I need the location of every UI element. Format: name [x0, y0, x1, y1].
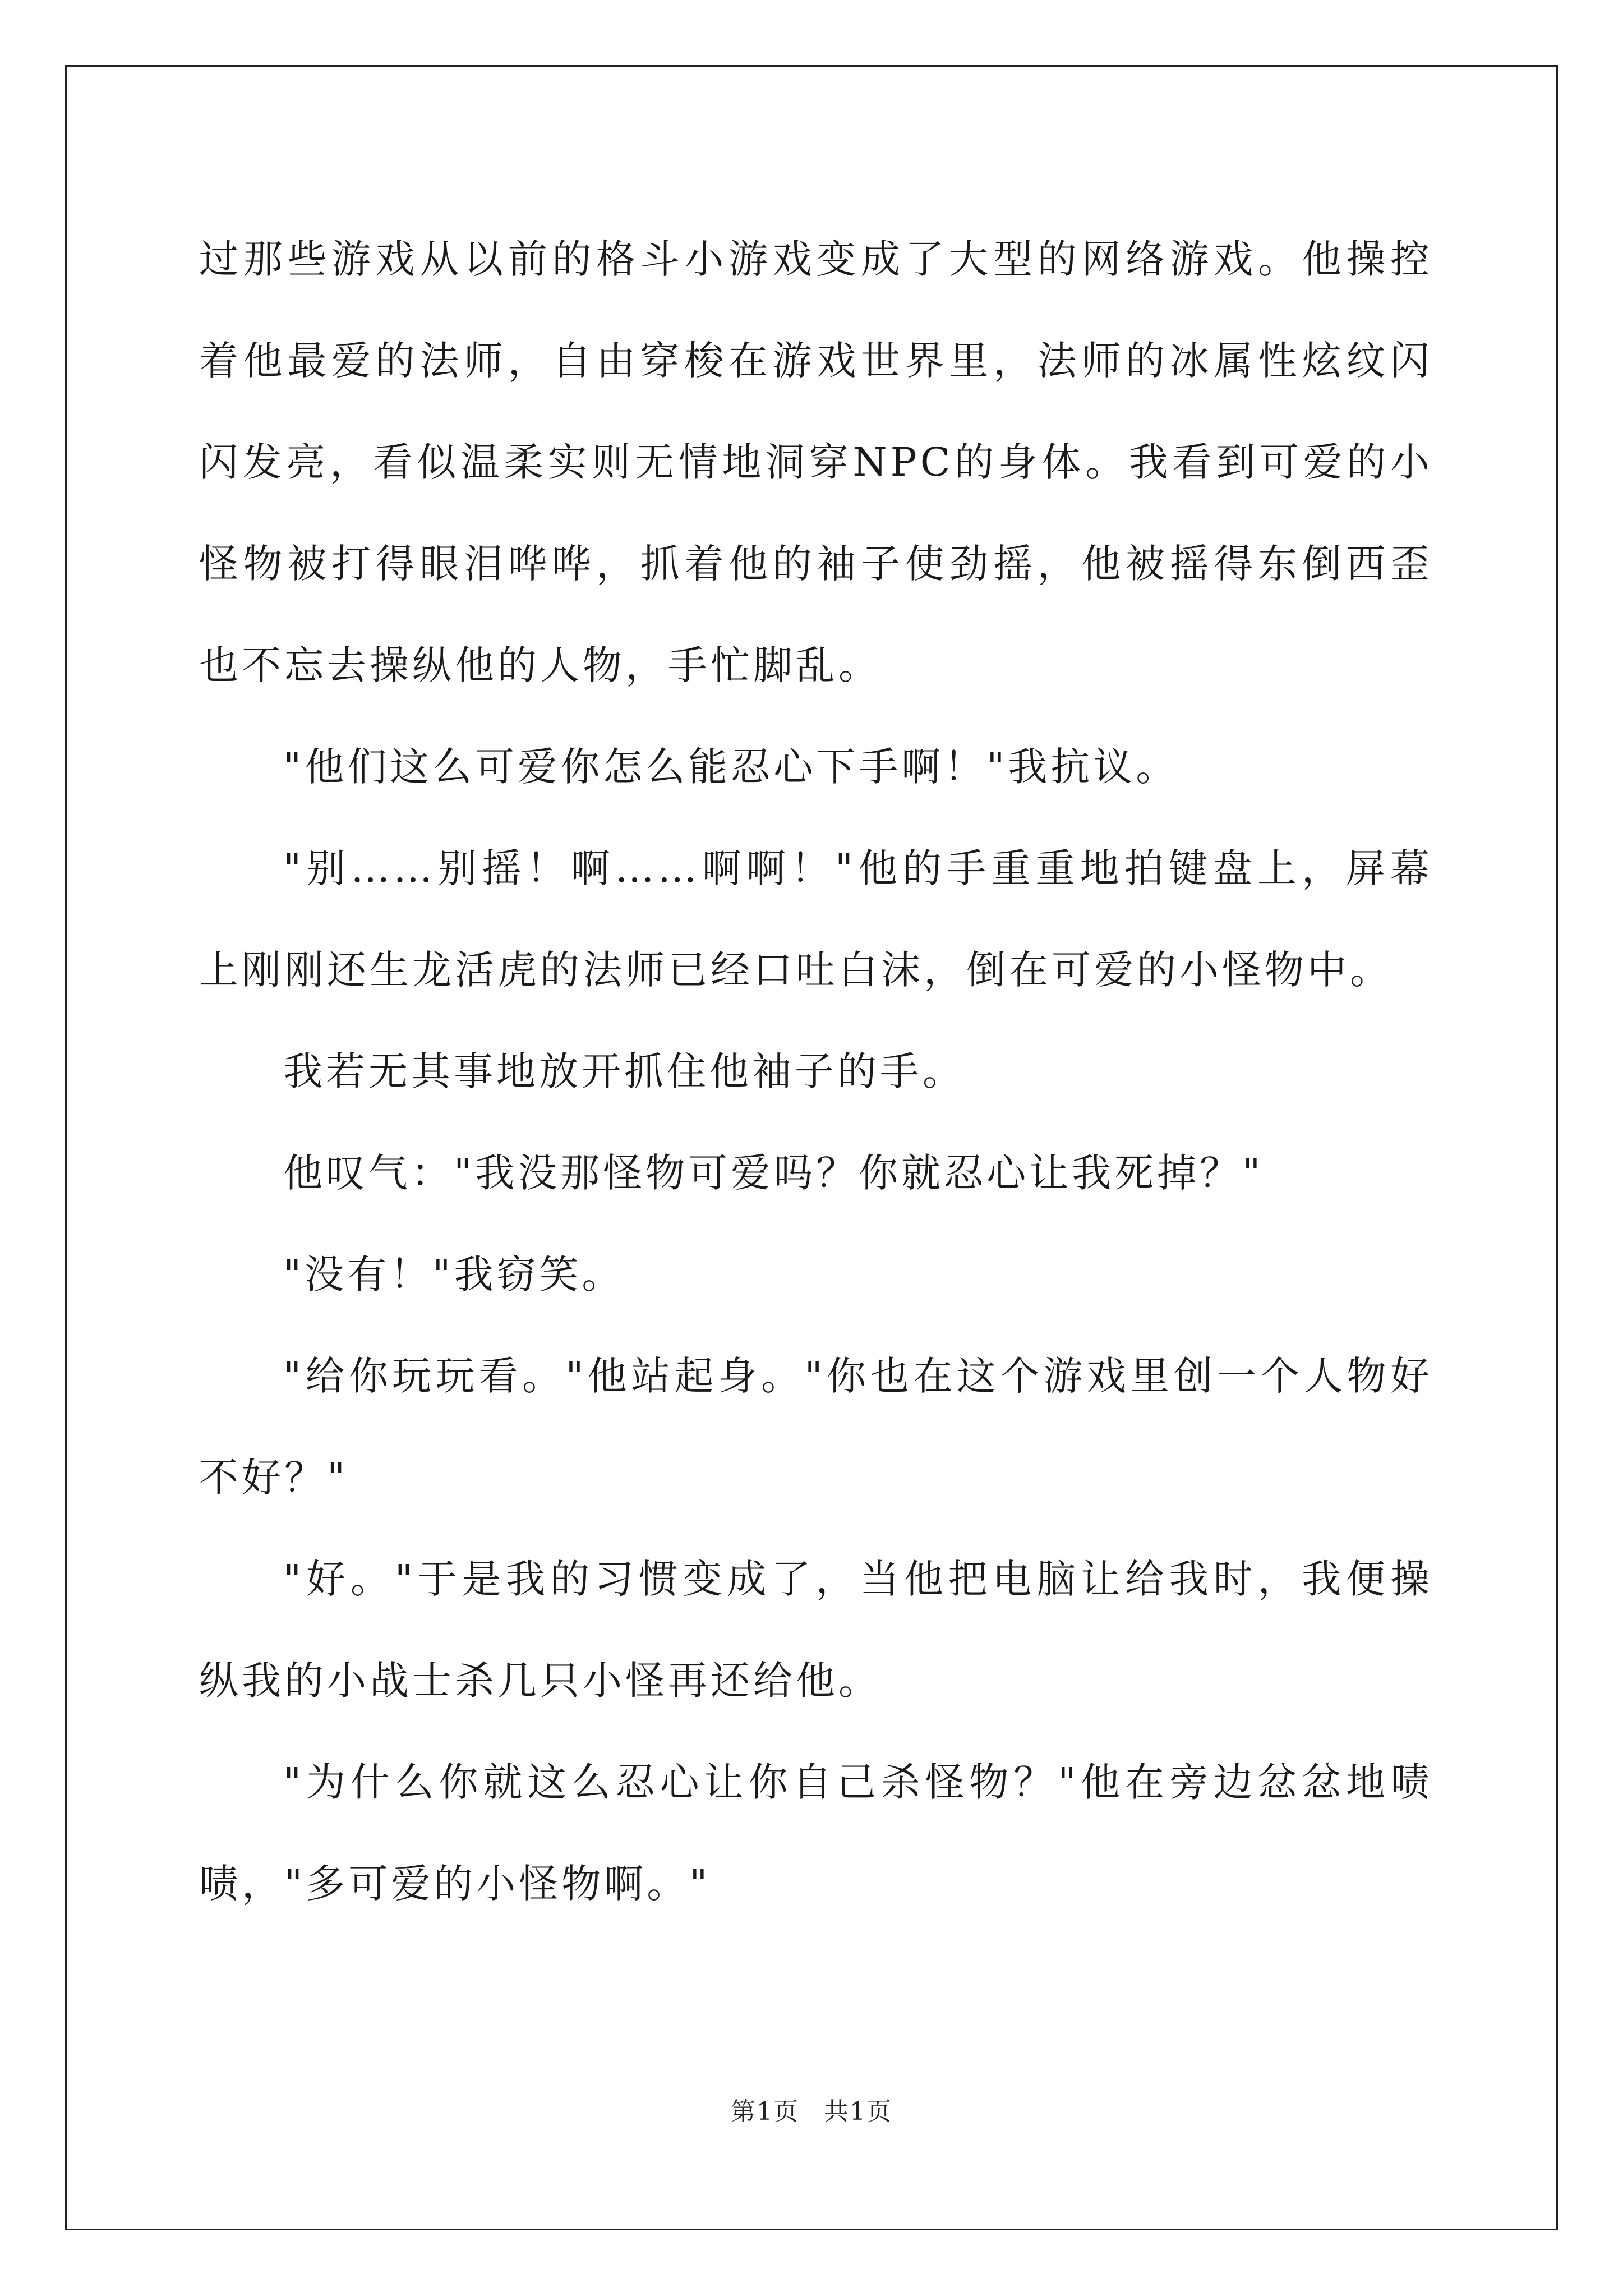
paragraph-3: "别……别摇！啊……啊啊！"他的手重重地拍键盘上，屏幕上刚刚还生龙活虎的法师已经口吐白沫，倒在可爱的小怪物中。: [199, 845, 1433, 993]
paragraph-2: "他们这么可爱你怎么能忍心下手啊！"我抗议。: [283, 744, 1179, 790]
paragraph-7: "给你玩玩看。"他站起身。"你也在这个游戏里创一个人物好不好？": [199, 1353, 1433, 1501]
document-body: [199, 209, 1433, 1935]
paragraph-6: "没有！"我窃笑。: [283, 1251, 625, 1297]
page-number: 第1页: [731, 2097, 799, 2126]
paragraph-1: 过那些游戏从以前的格斗小游戏变成了大型的网络游戏。他操控着他最爱的法师，自由穿梭在游戏世界里，法师的冰属性炫纹闪闪发亮，看似温柔实则无情地洞穿NPC的身体。我看到可爱的小怪物被打得眼泪哗哗，抓着他的袖子使劲摇，他被摇得东倒西歪也不忘去操纵他的人物，手忙脚乱。: [199, 236, 1433, 688]
paragraph-5: 他叹气："我没那怪物可爱吗？你就忍心让我死掉？": [283, 1150, 1264, 1196]
page-total: 共1页: [824, 2097, 892, 2126]
paragraph-8: "好。"于是我的习惯变成了，当他把电脑让给我时，我便操纵我的小战士杀几只小怪再还给他。: [199, 1556, 1433, 1704]
paragraph-4: 我若无其事地放开抓住他袖子的手。: [283, 1048, 965, 1094]
paragraph-9: "为什么你就这么忍心让你自己杀怪物？"他在旁边忿忿地啧啧，"多可爱的小怪物啊。": [199, 1759, 1433, 1907]
page-footer: [0, 2091, 1623, 2127]
